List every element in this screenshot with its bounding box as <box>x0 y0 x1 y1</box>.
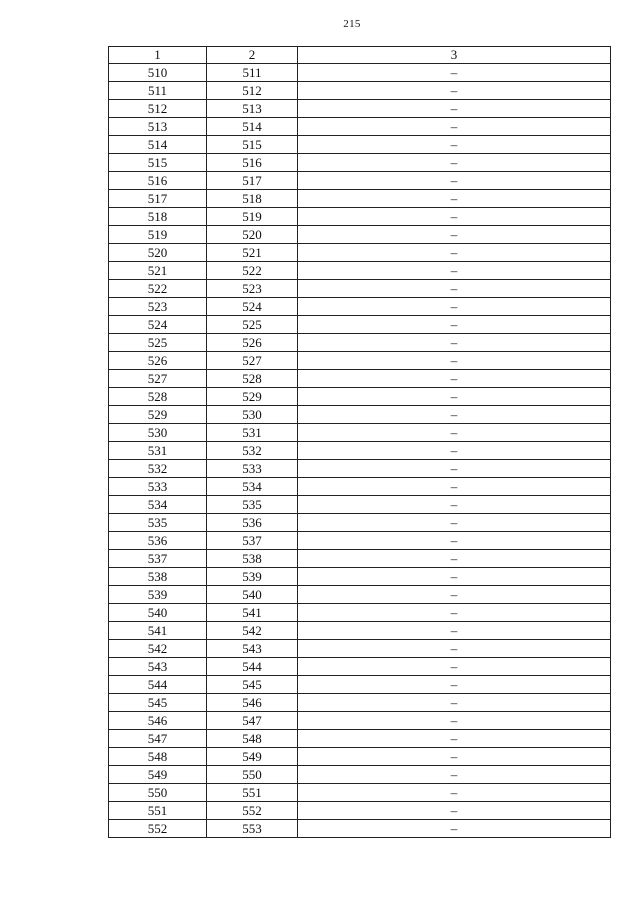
table-row <box>109 442 611 460</box>
cell-col-1: 511 <box>109 82 207 100</box>
table-row <box>109 766 611 784</box>
cell-col-2: 538 <box>207 550 298 568</box>
cell-col-3: – <box>298 226 611 244</box>
cell-col-2: 526 <box>207 334 298 352</box>
cell-col-2: 518 <box>207 190 298 208</box>
cell-col-2: 539 <box>207 568 298 586</box>
cell-col-2: 542 <box>207 622 298 640</box>
cell-col-1: 526 <box>109 352 207 370</box>
table-row <box>109 658 611 676</box>
table-row <box>109 190 611 208</box>
cell-col-3: – <box>298 622 611 640</box>
header-row <box>109 47 611 64</box>
cell-col-2: 548 <box>207 730 298 748</box>
cell-col-3: – <box>298 586 611 604</box>
data-table <box>108 46 611 838</box>
cell-col-2: 519 <box>207 208 298 226</box>
cell-col-1: 522 <box>109 280 207 298</box>
cell-col-3: – <box>298 352 611 370</box>
cell-col-3: – <box>298 784 611 802</box>
cell-col-3: – <box>298 460 611 478</box>
cell-col-1: 539 <box>109 586 207 604</box>
cell-col-2: 515 <box>207 136 298 154</box>
cell-col-2: 516 <box>207 154 298 172</box>
cell-col-2: 541 <box>207 604 298 622</box>
cell-col-1: 520 <box>109 244 207 262</box>
cell-col-1: 550 <box>109 784 207 802</box>
cell-col-1: 541 <box>109 622 207 640</box>
cell-col-3: – <box>298 730 611 748</box>
cell-col-2: 546 <box>207 694 298 712</box>
table-row <box>109 622 611 640</box>
cell-col-2: 544 <box>207 658 298 676</box>
cell-col-1: 516 <box>109 172 207 190</box>
table-row <box>109 514 611 532</box>
cell-col-2: 524 <box>207 298 298 316</box>
cell-col-3: – <box>298 316 611 334</box>
table-body <box>109 64 611 838</box>
table-row <box>109 730 611 748</box>
cell-col-2: 523 <box>207 280 298 298</box>
cell-col-1: 544 <box>109 676 207 694</box>
cell-col-1: 518 <box>109 208 207 226</box>
cell-col-1: 536 <box>109 532 207 550</box>
table-row <box>109 316 611 334</box>
cell-col-2: 551 <box>207 784 298 802</box>
cell-col-2: 522 <box>207 262 298 280</box>
cell-col-1: 513 <box>109 118 207 136</box>
table-row <box>109 262 611 280</box>
cell-col-2: 552 <box>207 802 298 820</box>
table-row <box>109 406 611 424</box>
cell-col-3: – <box>298 478 611 496</box>
cell-col-3: – <box>298 406 611 424</box>
column-header-2: 2 <box>207 47 298 64</box>
table-row <box>109 226 611 244</box>
cell-col-1: 514 <box>109 136 207 154</box>
cell-col-3: – <box>298 604 611 622</box>
cell-col-2: 528 <box>207 370 298 388</box>
cell-col-3: – <box>298 424 611 442</box>
cell-col-1: 528 <box>109 388 207 406</box>
cell-col-3: – <box>298 172 611 190</box>
table-row <box>109 478 611 496</box>
table-row <box>109 460 611 478</box>
cell-col-2: 511 <box>207 64 298 82</box>
cell-col-2: 514 <box>207 118 298 136</box>
cell-col-2: 537 <box>207 532 298 550</box>
table-row <box>109 82 611 100</box>
table-row <box>109 784 611 802</box>
cell-col-3: – <box>298 280 611 298</box>
table-row <box>109 280 611 298</box>
table-row <box>109 820 611 838</box>
cell-col-2: 512 <box>207 82 298 100</box>
cell-col-1: 529 <box>109 406 207 424</box>
cell-col-1: 531 <box>109 442 207 460</box>
column-header-3: 3 <box>298 47 611 64</box>
cell-col-1: 512 <box>109 100 207 118</box>
table-row <box>109 64 611 82</box>
cell-col-3: – <box>298 802 611 820</box>
table-row <box>109 550 611 568</box>
cell-col-3: – <box>298 820 611 838</box>
cell-col-3: – <box>298 532 611 550</box>
cell-col-3: – <box>298 496 611 514</box>
table-row <box>109 118 611 136</box>
table-row <box>109 352 611 370</box>
cell-col-3: – <box>298 676 611 694</box>
cell-col-3: – <box>298 388 611 406</box>
cell-col-3: – <box>298 64 611 82</box>
table-row <box>109 388 611 406</box>
cell-col-3: – <box>298 118 611 136</box>
cell-col-3: – <box>298 154 611 172</box>
table-row <box>109 136 611 154</box>
cell-col-2: 536 <box>207 514 298 532</box>
cell-col-1: 545 <box>109 694 207 712</box>
table-row <box>109 154 611 172</box>
cell-col-3: – <box>298 712 611 730</box>
cell-col-1: 533 <box>109 478 207 496</box>
table-row <box>109 676 611 694</box>
cell-col-1: 519 <box>109 226 207 244</box>
cell-col-1: 525 <box>109 334 207 352</box>
cell-col-2: 553 <box>207 820 298 838</box>
table-row <box>109 334 611 352</box>
cell-col-3: – <box>298 244 611 262</box>
table-row <box>109 244 611 262</box>
cell-col-2: 547 <box>207 712 298 730</box>
cell-col-1: 552 <box>109 820 207 838</box>
cell-col-1: 535 <box>109 514 207 532</box>
table-row <box>109 640 611 658</box>
cell-col-2: 513 <box>207 100 298 118</box>
table-row <box>109 100 611 118</box>
cell-col-2: 545 <box>207 676 298 694</box>
table-row <box>109 298 611 316</box>
cell-col-3: – <box>298 208 611 226</box>
cell-col-1: 548 <box>109 748 207 766</box>
cell-col-3: – <box>298 82 611 100</box>
cell-col-3: – <box>298 442 611 460</box>
cell-col-2: 530 <box>207 406 298 424</box>
cell-col-3: – <box>298 334 611 352</box>
cell-col-1: 527 <box>109 370 207 388</box>
cell-col-3: – <box>298 514 611 532</box>
cell-col-3: – <box>298 298 611 316</box>
table-row <box>109 568 611 586</box>
cell-col-3: – <box>298 136 611 154</box>
cell-col-2: 549 <box>207 748 298 766</box>
cell-col-2: 543 <box>207 640 298 658</box>
cell-col-2: 525 <box>207 316 298 334</box>
cell-col-1: 534 <box>109 496 207 514</box>
cell-col-1: 532 <box>109 460 207 478</box>
column-header-1: 1 <box>109 47 207 64</box>
cell-col-3: – <box>298 748 611 766</box>
cell-col-2: 517 <box>207 172 298 190</box>
table-row <box>109 172 611 190</box>
cell-col-1: 538 <box>109 568 207 586</box>
cell-col-2: 534 <box>207 478 298 496</box>
cell-col-1: 551 <box>109 802 207 820</box>
cell-col-1: 549 <box>109 766 207 784</box>
cell-col-1: 521 <box>109 262 207 280</box>
cell-col-1: 540 <box>109 604 207 622</box>
cell-col-1: 524 <box>109 316 207 334</box>
table-row <box>109 802 611 820</box>
cell-col-3: – <box>298 262 611 280</box>
cell-col-2: 520 <box>207 226 298 244</box>
cell-col-3: – <box>298 568 611 586</box>
table-row <box>109 712 611 730</box>
cell-col-1: 530 <box>109 424 207 442</box>
cell-col-2: 529 <box>207 388 298 406</box>
table-row <box>109 208 611 226</box>
cell-col-2: 535 <box>207 496 298 514</box>
table-row <box>109 748 611 766</box>
table-row <box>109 532 611 550</box>
cell-col-2: 527 <box>207 352 298 370</box>
cell-col-3: – <box>298 370 611 388</box>
cell-col-1: 537 <box>109 550 207 568</box>
cell-col-1: 515 <box>109 154 207 172</box>
cell-col-1: 542 <box>109 640 207 658</box>
cell-col-3: – <box>298 100 611 118</box>
cell-col-2: 533 <box>207 460 298 478</box>
cell-col-3: – <box>298 694 611 712</box>
table-header <box>109 47 611 64</box>
table-row <box>109 604 611 622</box>
cell-col-1: 517 <box>109 190 207 208</box>
table-row <box>109 424 611 442</box>
page-number: 215 <box>343 18 361 30</box>
table-row <box>109 694 611 712</box>
cell-col-3: – <box>298 550 611 568</box>
cell-col-3: – <box>298 190 611 208</box>
cell-col-1: 543 <box>109 658 207 676</box>
table-row <box>109 496 611 514</box>
cell-col-1: 523 <box>109 298 207 316</box>
cell-col-2: 531 <box>207 424 298 442</box>
cell-col-3: – <box>298 658 611 676</box>
cell-col-1: 510 <box>109 64 207 82</box>
table-row <box>109 370 611 388</box>
cell-col-2: 521 <box>207 244 298 262</box>
cell-col-1: 547 <box>109 730 207 748</box>
cell-col-2: 532 <box>207 442 298 460</box>
cell-col-2: 550 <box>207 766 298 784</box>
cell-col-1: 546 <box>109 712 207 730</box>
cell-col-2: 540 <box>207 586 298 604</box>
table-row <box>109 586 611 604</box>
cell-col-3: – <box>298 640 611 658</box>
cell-col-3: – <box>298 766 611 784</box>
